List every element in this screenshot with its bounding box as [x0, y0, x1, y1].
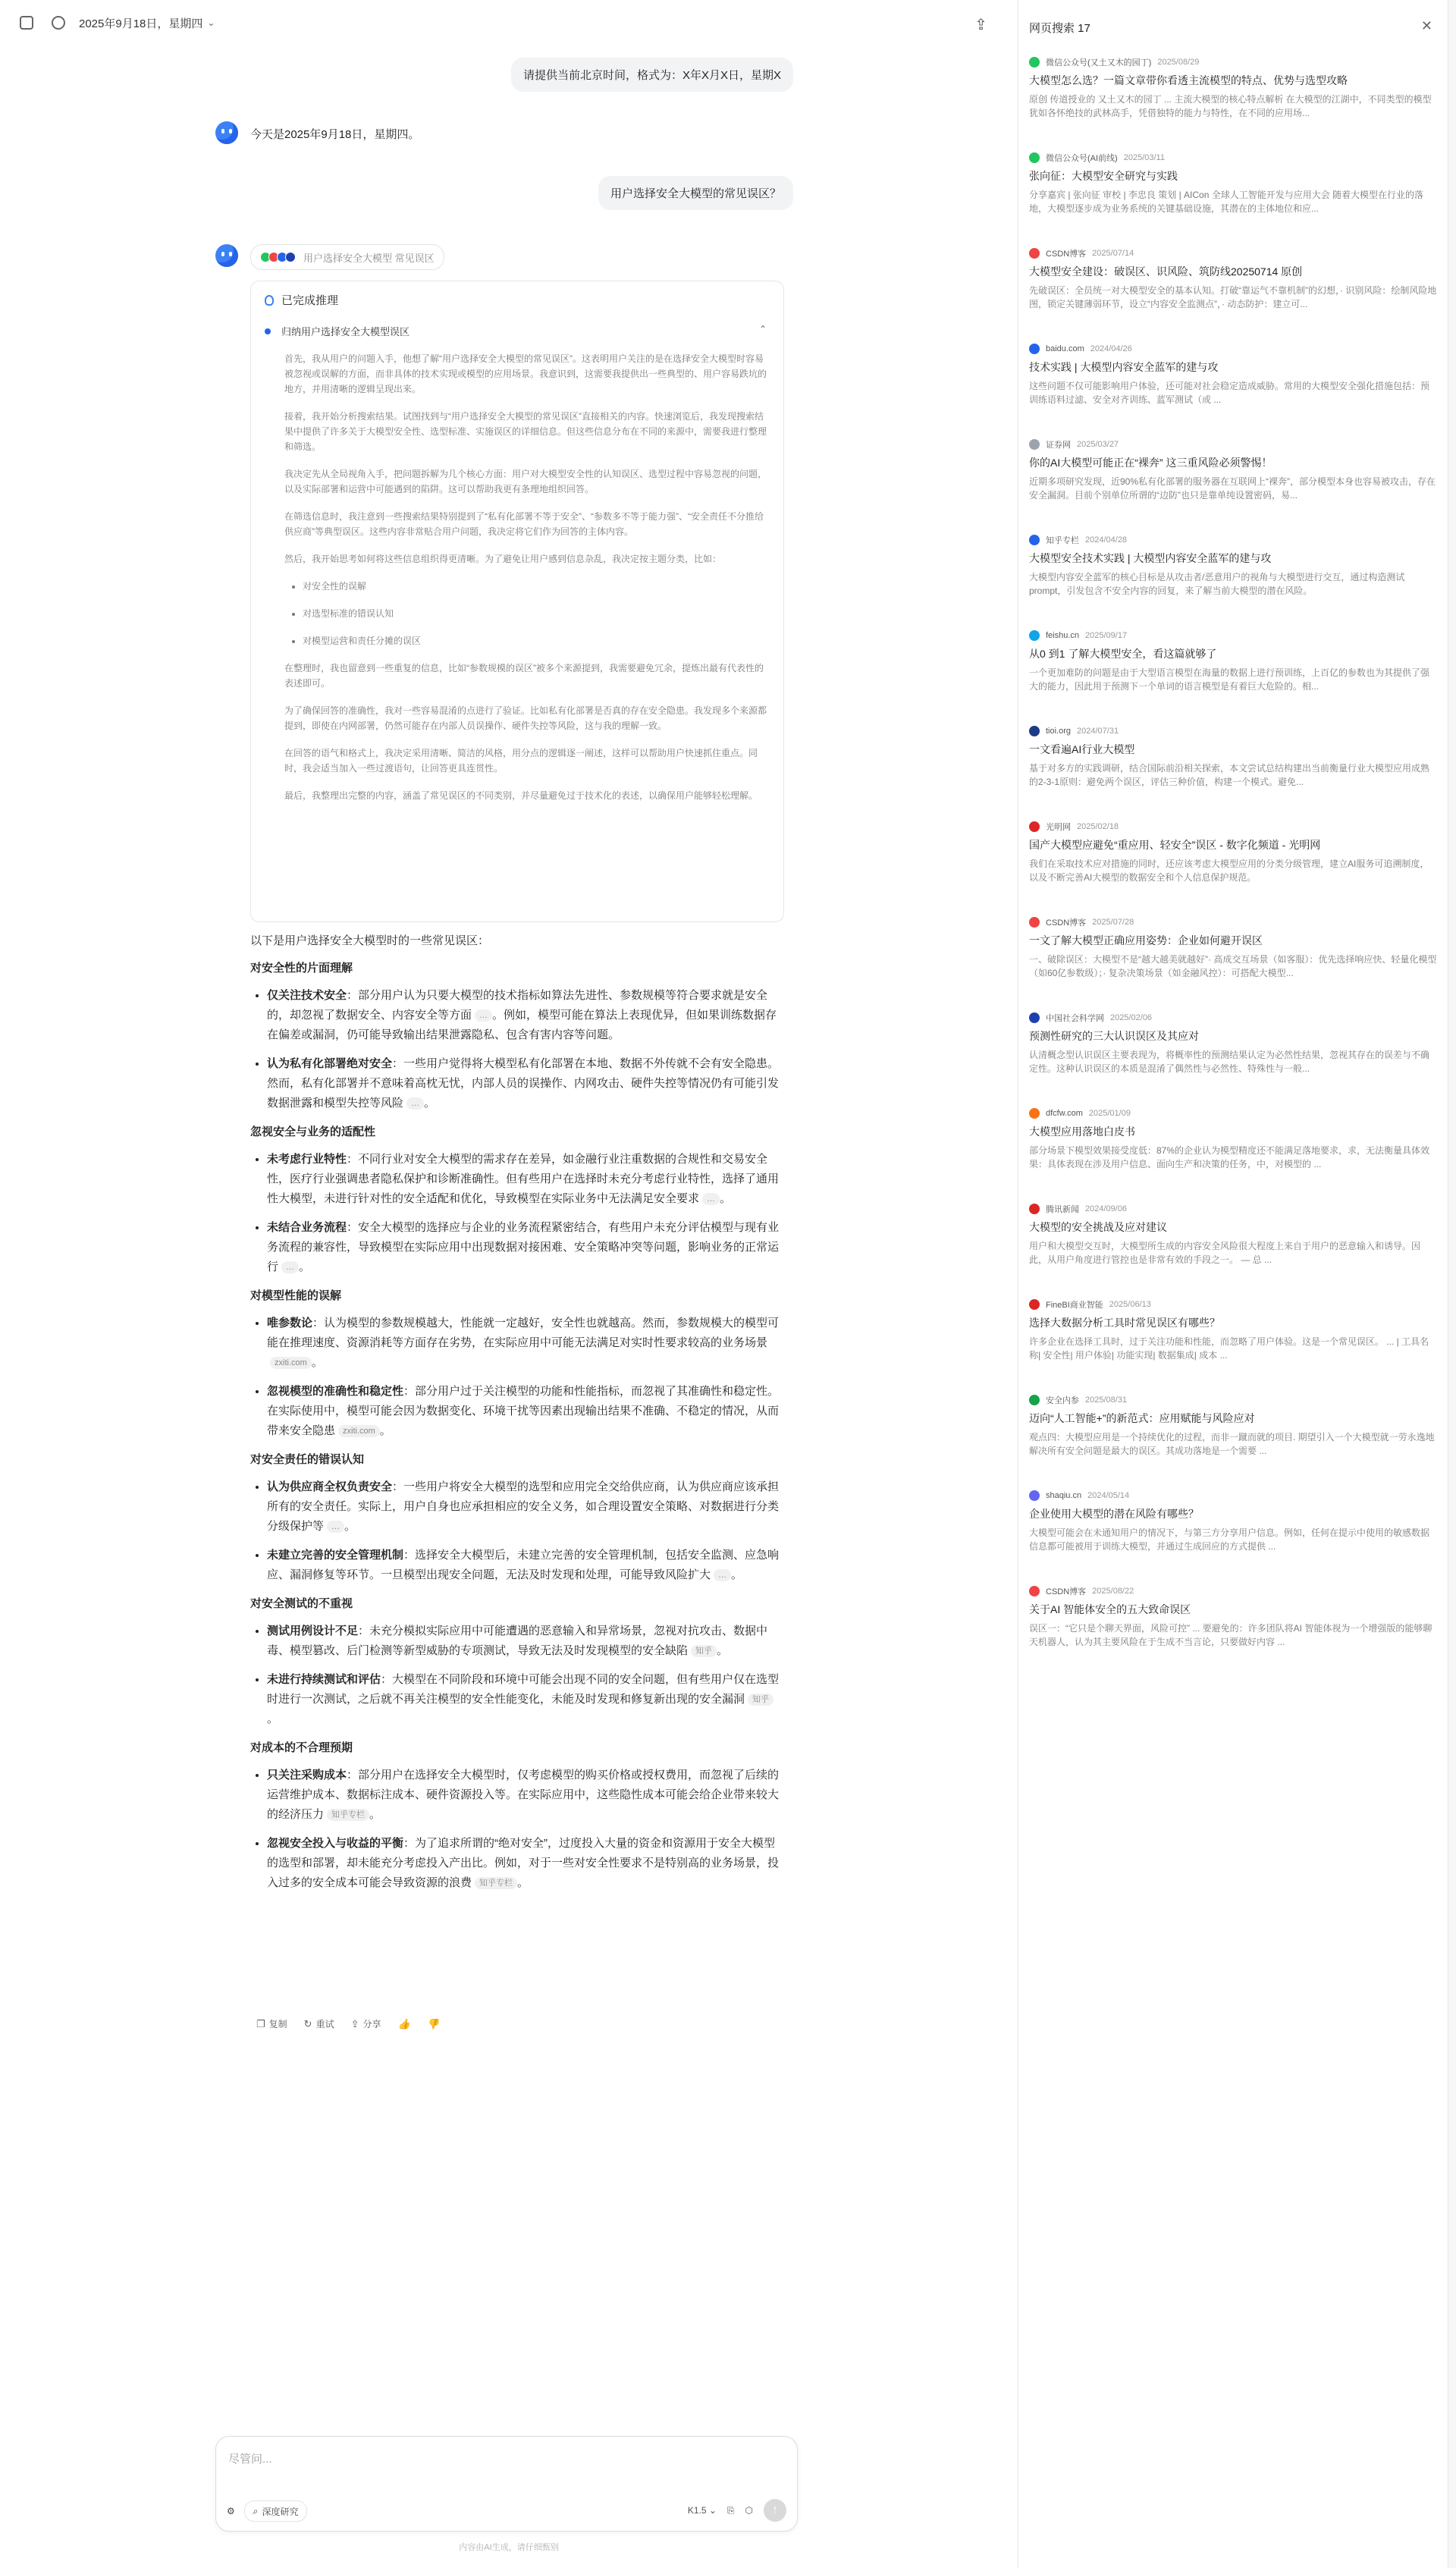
answer-item-title: 未建立完善的安全管理机制	[267, 1549, 404, 1562]
source-snippet: 近期多项研究发现，近90%私有化部署的服务器在互联网上“裸奔”，部分模型本身也容易被攻击，存在安全漏洞。目前个别单位所谓的“边防”也只是靠单纯设置密码，易...	[1029, 476, 1436, 501]
answer-list	[250, 1477, 784, 1585]
source-site: CSDN博客	[1046, 1587, 1087, 1596]
source-snippet: 一个更加难防的问题是由于大型语言模型在海量的数据上进行预训练，上百亿的参数也为其提供了强大的能力，因此用于预测下一个单词的语言模型是有着巨大危险的。相...	[1029, 667, 1430, 692]
answer-item-title: 认为供应商全权负责安全	[267, 1480, 393, 1493]
answer-item-title: 忽视模型的准确性和稳定性	[267, 1385, 404, 1398]
refresh-icon: ↻	[303, 2017, 312, 2030]
source-meta	[1029, 821, 1437, 833]
reasoning-paragraph: 然后，我开始思考如何将这些信息组织得更清晰。为了避免让用户感到信息杂乱，我决定按主题分类，比如：	[284, 554, 722, 564]
new-chat-icon[interactable]	[52, 16, 65, 30]
source-meta	[1029, 725, 1437, 737]
source-site: 微信公众号(AI前线)	[1046, 154, 1118, 163]
source-site: CSDN博客	[1046, 250, 1087, 259]
search-query-chip[interactable]	[250, 244, 444, 270]
source-snippet: 先破误区：全员统一对大模型安全的基本认知。打破“靠运气不靠机制”的幻想，· 识别风险：绘制风险地图，锁定关键薄弱环节，设立“内容安全监测点”，· 动态防护：建立可...	[1029, 285, 1437, 309]
source-title[interactable]: 一文看遍AI行业大模型	[1029, 743, 1135, 755]
share-button[interactable]	[351, 2017, 381, 2030]
send-button[interactable]	[764, 2499, 786, 2522]
source-snippet: 用户和大模型交互时，大模型所生成的内容安全风险很大程度上来自于用户的恶意输入和诱导。因此，从用户角度进行管控也是非常有效的手段之一。 — 总 ...	[1029, 1241, 1421, 1265]
reasoning-body	[284, 351, 767, 815]
answer-list-item	[267, 1670, 784, 1729]
source-snippet: 基于对多方的实践调研，结合国际前沿相关探索，本文尝试总结构建出当前衡量行业大模型应用成熟的2-3-1原则：避免两个误区，评估三种价值，构建一个模式。避免...	[1029, 763, 1430, 787]
share-icon[interactable]: ⇪	[974, 17, 987, 33]
reasoning-paragraph: 我决定先从全局视角入手，把问题拆解为几个核心方面：用户对大模型安全性的认知误区、选型过程中容易忽视的问题，以及实际部署和运营中可能遇到的陷阱。这可以帮助我更有条理地组织回答。	[284, 469, 767, 494]
source-date: 2025/07/28	[1092, 918, 1134, 927]
top-bar	[0, 0, 1018, 46]
sources-title: 网页搜索 17	[1029, 22, 1090, 35]
source-site: dfcfw.com	[1046, 1109, 1083, 1118]
reasoning-paragraph: 在筛选信息时，我注意到一些搜索结果特别提到了“私有化部署不等于安全”、“参数多不等于能力强”、“安全责任不分推给供应商”等典型误区。这些内容非常贴合用户问题，我决定将它们作为回答的主体内容。	[284, 511, 764, 537]
source-card[interactable]	[1029, 725, 1437, 789]
source-site: 安全内参	[1046, 1396, 1079, 1405]
answer-item-text: ：安全大模型的选择应与企业的业务流程紧密结合，有些用户未充分评估模型与现有业务流程的兼容性，导致模型在实际应用中出现数据对接困难、安全策略冲突等问题，影响业务的正常运行	[267, 1221, 780, 1273]
disclaimer: 内容由AI生成，请仔细甄别	[459, 2543, 559, 2552]
answer-item-tail: 。	[517, 1876, 529, 1889]
answer-list	[250, 1766, 784, 1893]
source-card[interactable]	[1029, 247, 1437, 311]
source-meta	[1029, 1585, 1437, 1597]
answer-section-heading: 对成本的不合理预期	[250, 1741, 353, 1754]
user-message: 用户选择安全大模型的常见误区？	[598, 176, 793, 210]
answer-list	[250, 1621, 784, 1729]
source-date: 2025/02/06	[1110, 1013, 1153, 1022]
arrow-up-icon: ↑	[772, 2504, 778, 2516]
source-meta	[1029, 152, 1437, 164]
sliders-icon: ⚙	[227, 2506, 235, 2516]
source-title[interactable]: 选择大数据分析工具时常见误区有哪些？	[1029, 1317, 1220, 1329]
source-date: 2025/07/14	[1092, 249, 1134, 258]
reasoning-paragraph: 首先，我从用户的问题入手，他想了解“用户选择安全大模型的常见误区”。这表明用户关注的是在选择安全大模型时容易被忽视或误解的方面，而非具体的技术实现或模型的应用场景。我意识到，这需要我提供出一些典型的、用户容易跌坑的地方，并用清晰的逻辑呈现出来。	[284, 353, 767, 394]
answer-item-text: ：一些用户将安全大模型的选型和应用完全交给供应商，认为供应商应该承担所有的安全责任。实际上，用户自身也应承担相应的安全义务，如合理设置安全策略、对数据进行分类分级保护等	[267, 1480, 780, 1533]
citation-badge[interactable]: …	[714, 1569, 731, 1581]
reasoning-paragraph: 在回答的语气和格式上，我决定采用清晰、简洁的风格，用分点的逻辑逐一阐述，这样可以帮助用户快速抓住重点。同时，我会适当加入一些过渡语句，让回答更具连贯性。	[284, 748, 758, 774]
source-title[interactable]: 你的AI大模型可能正在“裸奔” 这三重风险必须警惕！	[1029, 457, 1272, 469]
reasoning-list-item: • 对模型运营和责任分摊的误区	[303, 633, 767, 648]
thumbs-down-icon: 👎	[426, 2017, 439, 2030]
answer-list-item	[267, 986, 784, 1045]
composer-controls	[688, 2499, 786, 2522]
source-snippet: 误区一：“它只是个聊天界面，风险可控” ... 要避免的：许多团队将AI 智能体视为一个增强版的能够聊天机器人，认为其主要风险在于生成不当言论，只要做好内容 ...	[1029, 1623, 1432, 1647]
assistant-avatar	[215, 121, 238, 144]
answer-item-text: ：一些用户觉得将大模型私有化部署在本地、数据不外传就不会有安全隐患。然而，私有化部署并不意味着高枕无忧，内部人员的误操作、内网攻击、硬件失控等情况仍有可能引发数据泄露和模型失控等风险	[267, 1057, 780, 1110]
source-snippet: 分享嘉宾 | 张向征 审校 | 李忠良 策划 | AICon 全球人工智能开发与应用大会 随着大模型在行业的落地，大模型逐步成为业务系统的关键基础设施，其潜在的主体地位和应...	[1029, 190, 1424, 214]
answer-item-title: 仅关注技术安全	[267, 989, 347, 1002]
source-title[interactable]: 张向征：大模型安全研究与实践	[1029, 170, 1178, 182]
answer-list	[250, 1150, 784, 1277]
citation-badge[interactable]: …	[281, 1261, 299, 1273]
answer-item-title: 测试用例设计不足	[267, 1625, 359, 1637]
user-message: 请提供当前北京时间，格式为：X年X月X日，星期X	[511, 58, 793, 92]
package-icon[interactable]: ⬡	[745, 2505, 753, 2516]
site-icon	[1029, 917, 1040, 928]
retry-label: 重试	[315, 2019, 334, 2030]
source-meta	[1029, 1298, 1437, 1311]
reasoning-header[interactable]	[265, 292, 338, 308]
source-card[interactable]	[1029, 1107, 1437, 1171]
reasoning-step[interactable]	[265, 324, 410, 338]
reasoning-list	[284, 579, 767, 648]
source-site: tioi.org	[1046, 727, 1072, 736]
source-site: 证券网	[1046, 441, 1071, 450]
site-icon	[1029, 1395, 1040, 1405]
answer-item-tail: 。	[344, 1520, 356, 1533]
source-card[interactable]	[1029, 1585, 1437, 1649]
citation-badge[interactable]: zxiti.com	[338, 1425, 380, 1437]
source-card[interactable]	[1029, 1298, 1437, 1362]
answer-section-heading: 对安全责任的错误认知	[250, 1453, 365, 1466]
source-title[interactable]: 从0 到1 了解大模型安全，看这篇就够了	[1029, 648, 1217, 660]
chevron-down-icon[interactable]: ⌄	[207, 17, 215, 28]
source-date: 2025/08/29	[1157, 58, 1200, 67]
source-meta	[1029, 438, 1437, 450]
close-icon[interactable]: ✕	[1420, 18, 1432, 33]
step-dot-icon	[265, 328, 271, 334]
source-meta	[1029, 1203, 1437, 1215]
answer-item-text: ：大模型在不同阶段和环境中可能会出现不同的安全问题，但有些用户仅在选型时进行一次测试，之后就不再关注模型的安全性能变化，未能及时发现和修复新出现的安全漏洞	[267, 1673, 780, 1706]
reasoning-list-item: • 对安全性的误解	[303, 579, 767, 594]
attachment-icon[interactable]: ⎘	[726, 2504, 735, 2516]
reasoning-paragraph: 为了确保回答的准确性，我对一些容易混淆的点进行了验证。比如私有化部署是否真的存在安全隐患。我发现多个来源都提到，即使在内网部署，仍然可能存在内部人员误操作、硬件失控等风险，这与我的理解一致。	[284, 705, 767, 731]
reasoning-list-item: • 对选型标准的错误认知	[303, 606, 767, 621]
source-title[interactable]: 大模型的安全挑战及应对建议	[1029, 1221, 1167, 1233]
lightbulb-icon	[265, 295, 274, 306]
answer-list-item	[267, 1054, 784, 1113]
source-meta	[1029, 629, 1437, 642]
answer-item-title: 只关注采购成本	[267, 1769, 347, 1782]
source-snippet: 观点四：大模型应用是一个持续优化的过程，而非一蹴而就的项目. 期望引入一个大模型就一劳永逸地解决所有安全问题是最大的误区。其成功落地是一个需要 ...	[1029, 1432, 1435, 1456]
source-snippet: 大模型内容安全蓝军的核心目标是从攻击者/恶意用户的视角与大模型进行交互，通过构造测试prompt，引发包含不安全内容的回复，来了解当前大模型的潜在风险。	[1029, 572, 1405, 596]
answer-item-tail: 。	[424, 1097, 436, 1110]
answer-item-tail: 。	[369, 1808, 381, 1821]
source-date: 2024/04/28	[1085, 535, 1128, 545]
answer-item-text: ：部分用户过于关注模型的功能和性能指标，而忽视了其准确性和稳定性。在实际使用中，模型可能会因为数据变化、环境干扰等因素出现输出结果不准确、不稳定的情况，从而带来安全隐患	[267, 1385, 780, 1437]
reasoning-paragraph: 在整理时，我也留意到一些重复的信息，比如“参数规模的误区”被多个来源提到，我需要避免冗余，提炼出最有代表性的表述即可。	[284, 663, 764, 689]
source-meta	[1029, 1012, 1437, 1024]
deep-research-label: 深度研究	[262, 2506, 299, 2517]
answer-item-title: 认为私有化部署绝对安全	[267, 1057, 393, 1070]
source-snippet: 原创 传道授业的 又土又木的园丁 ... 主流大模型的核心特点解析 在大模型的江湖中，不同类型的模型犹如各怀绝技的武林高手，凭借独特的能力与特性，在不同的应用场...	[1029, 94, 1432, 118]
source-date: 2024/07/31	[1077, 727, 1119, 736]
citation-badge[interactable]: 知乎	[748, 1694, 774, 1706]
site-icon	[1029, 57, 1040, 67]
reasoning-paragraph: 接着，我开始分析搜索结果。试图找到与“用户选择安全大模型的常见误区”直接相关的内容。快速浏览后，我发现搜索结果中提供了许多关于大模型安全性、选型标准、实施误区的详细信息。但这些信息分布在不同的来源中，需要我进行整理和筛选。	[284, 411, 767, 452]
answer-section-heading: 忽视安全与业务的适配性	[250, 1125, 376, 1138]
thumbs-up-icon: 👍	[397, 2017, 410, 2030]
citation-badge[interactable]: 知乎	[691, 1645, 717, 1657]
answer-section-heading: 对安全测试的不重视	[250, 1597, 353, 1610]
answer-item-tail: 。	[720, 1192, 732, 1205]
source-site: FineBI商业智能	[1046, 1301, 1103, 1310]
source-title[interactable]: 大模型应用落地白皮书	[1029, 1125, 1135, 1138]
source-meta	[1029, 1490, 1437, 1502]
retry-button[interactable]	[304, 2017, 334, 2030]
reasoning-status: 已完成推理	[281, 294, 339, 307]
source-date: 2024/05/14	[1087, 1491, 1130, 1500]
answer-list-item	[267, 1150, 784, 1209]
source-date: 2025/03/27	[1077, 440, 1119, 449]
answer-item-tail: 。	[267, 1713, 279, 1725]
answer-item-tail: 。	[717, 1644, 729, 1657]
answer-list	[250, 986, 784, 1113]
answer-intro: 以下是用户选择安全大模型时的一些常见误区：	[250, 934, 490, 947]
source-meta	[1029, 534, 1437, 546]
answer-list-item	[267, 1766, 784, 1825]
source-site: CSDN博客	[1046, 918, 1087, 928]
answer-item-title: 唯参数论	[267, 1317, 313, 1330]
source-title[interactable]: 关于AI 智能体安全的五大致命误区	[1029, 1603, 1191, 1615]
source-date: 2025/08/31	[1085, 1395, 1128, 1405]
reasoning-paragraph: 最后，我整理出完整的内容，涵盖了常见误区的不同类别，并尽量避免过于技术化的表述，以确保用户能够轻松理解。	[284, 790, 758, 801]
source-card[interactable]	[1029, 56, 1437, 120]
answer-item-tail: 。例如，模型可能在算法上表现优异，但如果训练数据存在偏差或漏洞，仍可能导致输出结果泄露隐私、包含有害内容等问题。	[267, 1009, 777, 1041]
composer	[215, 2436, 798, 2532]
source-title[interactable]: 一文了解大模型正确应用姿势：企业如何避开误区	[1029, 934, 1263, 947]
source-card[interactable]	[1029, 343, 1437, 407]
copy-button[interactable]	[256, 2017, 287, 2030]
assistant-avatar	[215, 244, 238, 267]
model-label: K1.5	[687, 2505, 707, 2516]
source-site: 中国社会科学网	[1046, 1014, 1104, 1023]
answer-section-heading: 对安全性的片面理解	[250, 962, 353, 975]
citation-badge[interactable]: …	[475, 1009, 492, 1022]
source-card[interactable]	[1029, 1012, 1437, 1075]
like-button[interactable]	[398, 2018, 410, 2030]
answer-list	[250, 1314, 784, 1441]
answer-item-text: ：不同行业对安全大模型的需求存在差异，如金融行业注重数据的合规性和交易安全性，医疗行业强调患者隐私保护和诊断准确性。但有些用户在选择时未充分考虑行业特性，选择了通用性大模型，未进行针对性的安全适配和优化，导致模型在实际业务中无法满足安全要求	[267, 1153, 780, 1205]
citation-badge[interactable]: zxiti.com	[270, 1357, 312, 1369]
share-label: 分享	[362, 2019, 381, 2030]
source-date: 2024/04/26	[1090, 344, 1132, 353]
answer-item-text: ：部分用户认为只要大模型的技术指标如算法先进性、参数规模等符合要求就是安全的，却忽视了数据安全、内容安全等方面	[267, 989, 768, 1022]
site-icon	[1029, 630, 1040, 641]
source-card[interactable]	[1029, 534, 1437, 598]
assistant-answer	[250, 931, 784, 1902]
source-meta	[1029, 343, 1437, 355]
conversation-title[interactable]: 2025年9月18日，星期四	[79, 17, 203, 30]
source-title[interactable]: 国产大模型应避免“重应用、轻安全”误区 - 数字化频道 - 光明网	[1029, 839, 1321, 851]
site-icon	[1029, 1586, 1040, 1596]
deep-research-button[interactable]	[244, 2501, 307, 2522]
site-icon	[1029, 439, 1040, 450]
source-card[interactable]	[1029, 152, 1437, 215]
site-icon	[1029, 1204, 1040, 1214]
site-icon	[1029, 1012, 1040, 1023]
answer-list-item	[267, 1314, 784, 1373]
source-site: shaqiu.cn	[1046, 1491, 1082, 1500]
message-input[interactable]	[227, 2449, 776, 2482]
source-site: 光明网	[1046, 823, 1071, 832]
site-icon	[1029, 535, 1040, 545]
source-meta	[1029, 1394, 1437, 1406]
answer-item-tail: 。	[731, 1568, 743, 1581]
source-meta	[1029, 56, 1437, 68]
research-icon: ⌕	[252, 2505, 258, 2516]
answer-list-item	[267, 1834, 784, 1893]
source-card[interactable]	[1029, 1203, 1437, 1267]
sources-panel	[1018, 0, 1448, 2568]
answer-item-title: 未进行持续测试和评估	[267, 1673, 381, 1686]
dislike-button[interactable]	[427, 2018, 439, 2030]
answer-item-title: 未结合业务流程	[267, 1221, 347, 1234]
site-icon	[1029, 1108, 1040, 1119]
answer-item-text: ：部分用户在选择安全大模型时，仅考虑模型的购买价格或授权费用，而忽视了后续的运营维护成本、数据标注成本、硬件资源投入等。在实际应用中，这些隐性成本可能会给企业带来较大的经济压力	[267, 1769, 780, 1821]
source-date: 2025/02/18	[1077, 822, 1119, 831]
answer-section-heading: 对模型性能的误解	[250, 1289, 342, 1302]
answer-item-tail: 。	[379, 1424, 391, 1437]
assistant-message: 今天是2025年9月18日，星期四。	[250, 128, 420, 141]
copy-icon: ❐	[256, 2017, 265, 2030]
copy-label: 复制	[268, 2019, 287, 2030]
sidebar-toggle-icon[interactable]	[20, 16, 33, 30]
model-selector[interactable]: K1.5 ⌄	[687, 2505, 717, 2516]
reasoning-step-title: 归纳用户选择安全大模型误区	[281, 326, 410, 337]
answer-list-item	[267, 1382, 784, 1441]
source-site: 微信公众号(又土又木的园丁)	[1046, 58, 1152, 67]
answer-item-text: ：选择安全大模型后，未建立完善的安全管理机制，包括安全监测、应急响应、漏洞修复等环节。一旦模型出现安全问题，无法及时发现和处理，可能导致风险扩大	[267, 1549, 780, 1581]
message-actions	[256, 2017, 439, 2030]
chevron-up-icon[interactable]: ⌃	[758, 324, 767, 334]
source-card[interactable]	[1029, 629, 1437, 693]
settings-button[interactable]	[227, 2501, 235, 2521]
answer-list-item	[267, 1477, 784, 1537]
citation-badge[interactable]: …	[702, 1193, 720, 1205]
source-date: 2025/03/11	[1123, 153, 1165, 162]
source-site: 腾讯新闻	[1046, 1205, 1079, 1214]
citation-badge[interactable]: 知乎专栏	[475, 1877, 517, 1889]
source-title[interactable]: 大模型怎么选？一篇文章带你看透主流模型的特点、优势与选型攻略	[1029, 74, 1348, 86]
source-snippet: 这些问题不仅可能影响用户体验，还可能对社会稳定造成威胁。常用的大模型安全强化措施包括：预训练语料过滤、安全对齐训练、蓝军测试（或 ...	[1029, 381, 1430, 405]
source-card[interactable]	[1029, 438, 1437, 502]
site-icon	[1029, 248, 1040, 259]
source-title[interactable]: 迈向“人工智能+”的新范式：应用赋能与风险应对	[1029, 1412, 1255, 1424]
source-date: 2025/06/13	[1109, 1300, 1151, 1309]
answer-list-item	[267, 1218, 784, 1277]
source-site: 知乎专栏	[1046, 536, 1079, 545]
source-snippet: 认清概念型认识误区主要表现为，将概率性的预测结果认定为必然性结果，忽视其存在的误差与不确定性。这种认识误区的本质是混淆了偶然性与必然性、特殊性与一般...	[1029, 1050, 1430, 1074]
source-snippet: 许多企业在选择工具时，过于关注功能和性能，而忽略了用户体验。这是一个常见误区。 ... | 工具名称| 安全性| 用户体验| 功能实现| 数据集成| 成本 ...	[1029, 1336, 1429, 1361]
search-query-label: 用户选择安全大模型 常见误区	[303, 252, 435, 264]
answer-item-title: 未考虑行业特性	[267, 1153, 347, 1166]
source-title[interactable]: 技术实践 | 大模型内容安全蓝军的建与攻	[1029, 361, 1219, 373]
source-title[interactable]: 企业使用大模型的潜在风险有哪些？	[1029, 1508, 1199, 1520]
source-snippet: 我们在采取技术应对措施的同时，还应该考虑大模型应用的分类分级管理，建立AI服务可追溯制度，以及不断完善AI大模型的数据安全和个人信息保护规范。	[1029, 859, 1429, 883]
answer-item-tail: 。	[311, 1356, 323, 1369]
answer-item-text: ：认为模型的参数规模越大，性能就一定越好，安全性也就越高。然而，参数规模大的模型可能在推理速度、资源消耗等方面存在劣势，在实际应用中可能无法满足对实时性要求较高的业务场景	[267, 1317, 780, 1349]
source-card[interactable]	[1029, 916, 1437, 980]
composer-tools	[227, 2501, 307, 2522]
citation-badge[interactable]: …	[327, 1521, 344, 1533]
site-icon	[1029, 726, 1040, 736]
reasoning-panel	[250, 281, 784, 922]
source-card[interactable]	[1029, 1490, 1437, 1553]
source-snippet: 部分场景下模型效果接受度低：87%的企业认为模型精度还不能满足落地要求，求，无法衡量具体效果：具体表现在涉及用户信息、面向生产和决策的任务，中，对模型的 ...	[1029, 1145, 1430, 1169]
source-title[interactable]: 大模型安全建设：破误区、识风险、筑防线20250714 原创	[1029, 265, 1303, 278]
source-snippet: 一、破除误区：大模型不是“越大越美就越好”· 高成交互场景（如客服）：优先选择响应快、轻量化模型（如60亿参数级）；· 复杂决策场景（如金融风控）：可搭配大模型...	[1029, 954, 1437, 978]
citation-badge[interactable]: 知乎专栏	[327, 1809, 369, 1821]
answer-list-item	[267, 1546, 784, 1585]
source-snippet: 大模型可能会在未通知用户的情况下，与第三方分享用户信息。例如，任何在提示中使用的敏感数据信息都可能被用于训练大模型，并通过生成回应的方式提供 ...	[1029, 1527, 1430, 1552]
source-meta	[1029, 247, 1437, 259]
share-icon: ⇪	[350, 2017, 359, 2030]
site-icon	[1029, 1299, 1040, 1310]
answer-item-title: 忽视安全投入与收益的平衡	[267, 1837, 404, 1850]
site-icon	[1029, 1490, 1040, 1501]
source-date: 2025/08/22	[1092, 1587, 1134, 1596]
answer-list-item	[267, 1621, 784, 1661]
source-date: 2025/01/09	[1088, 1109, 1131, 1118]
citation-badge[interactable]: …	[406, 1097, 424, 1110]
source-icon	[285, 252, 296, 262]
source-title[interactable]: 预测性研究的三大认识误区及其应对	[1029, 1030, 1199, 1042]
site-icon	[1029, 821, 1040, 832]
source-site: baidu.com	[1046, 344, 1084, 353]
site-icon	[1029, 152, 1040, 163]
answer-item-text: ：未充分模拟实际应用中可能遭遇的恶意输入和异常场景，忽视对抗攻击、数据中毒、模型篡改、后门检测等新型威胁的专项测试，导致无法及时发现模型的安全缺陷	[267, 1625, 768, 1657]
source-date: 2025/09/17	[1085, 631, 1128, 640]
source-title[interactable]: 大模型安全技术实践 | 大模型内容安全蓝军的建与攻	[1029, 552, 1272, 564]
source-meta	[1029, 916, 1437, 928]
answer-item-tail: 。	[299, 1260, 311, 1273]
site-icon	[1029, 344, 1040, 354]
source-site: feishu.cn	[1046, 631, 1080, 640]
source-card[interactable]	[1029, 821, 1437, 884]
source-meta	[1029, 1107, 1437, 1119]
source-card[interactable]	[1029, 1394, 1437, 1458]
answer-item-text: ：为了追求所谓的“绝对安全”，过度投入大量的资金和资源用于安全大模型的选型和部署，却未能充分考虑投入产出比。例如，对于一些对安全性要求不是特别高的业务场景，投入过多的安全成本可能会导致资源的浪费	[267, 1837, 780, 1889]
source-date: 2024/09/06	[1085, 1204, 1128, 1213]
